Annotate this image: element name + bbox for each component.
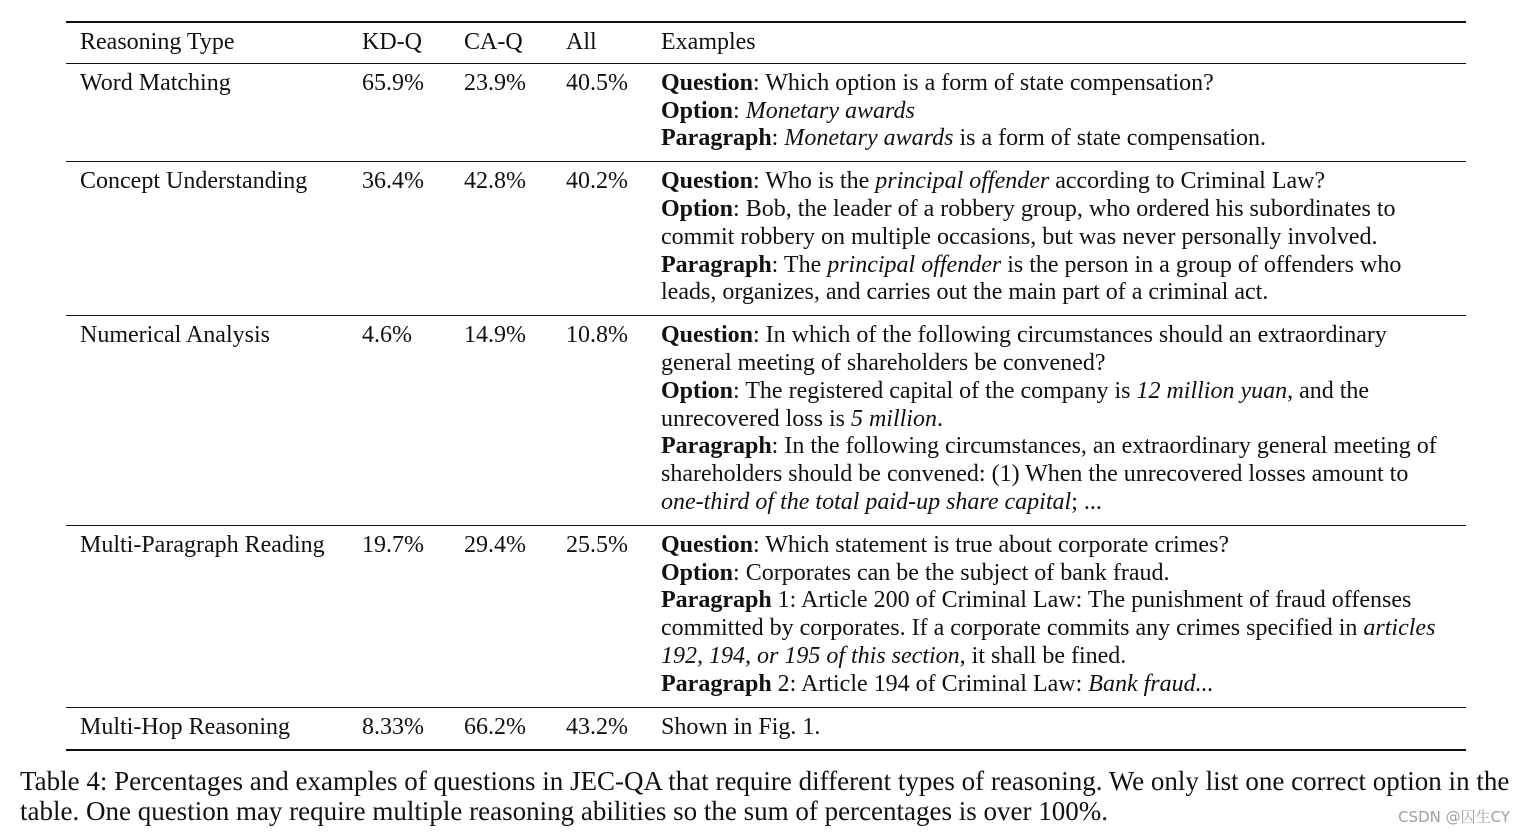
- example-option: [661, 98, 1452, 126]
- row-kd-value: 19.7%: [362, 525, 464, 707]
- row-example: Shown in Fig. 1.: [661, 707, 1466, 750]
- question-text: : Which option is a form of state compensation?: [753, 69, 1214, 96]
- row-all-value: 40.5%: [566, 63, 661, 161]
- row-all-value: 25.5%: [566, 525, 661, 707]
- paragraph-separator: :: [771, 125, 785, 152]
- row-ca-value: 29.4%: [464, 525, 566, 707]
- paragraph-text-end: , it shall be fined.: [959, 642, 1127, 669]
- paragraph-text-end: is the person in a group of offenders who leads, organizes, and carries out the main part of a criminal act.: [661, 251, 1402, 306]
- table-header-row: [66, 22, 1466, 63]
- row-all-value: 10.8%: [566, 316, 661, 526]
- example-option: [661, 196, 1452, 252]
- option-label: Option: [661, 559, 734, 586]
- example-option: [661, 378, 1452, 434]
- question-text-end: according to Criminal Law?: [1049, 168, 1326, 195]
- row-ca-value: 66.2%: [464, 707, 566, 750]
- table-row: [66, 707, 1466, 750]
- example-question: [661, 70, 1452, 98]
- paragraph-italic-text: articles 192, 194, or 195 of this section: [661, 615, 1436, 669]
- question-label: Question: [661, 322, 754, 349]
- row-all-value: 40.2%: [566, 162, 661, 316]
- example-paragraph: [661, 252, 1452, 308]
- question-label: Question: [661, 168, 754, 195]
- row-ca-value: 23.9%: [464, 63, 566, 161]
- paragraph-label: Paragraph: [661, 433, 772, 460]
- paragraph-text: is a form of state compensation.: [953, 125, 1267, 152]
- paragraph-text: : In the following circumstances, an extraordinary general meeting of shareholders should be convened: (1) When the unrecovered losses amount to: [661, 433, 1437, 488]
- example-question: [661, 322, 1452, 378]
- row-kd-value: 4.6%: [362, 316, 464, 526]
- header-all: All: [566, 22, 661, 63]
- option-text-middle: , and the unrecovered loss is: [661, 377, 1370, 432]
- example-paragraph: [661, 125, 1452, 153]
- row-ca-value: 14.9%: [464, 316, 566, 526]
- table-row: [66, 316, 1466, 526]
- question-text: : Which statement is true about corporate crimes?: [753, 531, 1230, 558]
- option-text-end: .: [936, 405, 943, 432]
- option-label: Option: [661, 377, 734, 404]
- example-paragraph-2: [661, 671, 1452, 699]
- row-reasoning-type: Multi-Paragraph Reading: [66, 525, 362, 707]
- watermark: CSDN @囚生CY: [1398, 808, 1510, 826]
- paragraph-italic-text: principal offender: [827, 251, 1002, 278]
- row-kd-value: 65.9%: [362, 63, 464, 161]
- example-option: [661, 560, 1452, 588]
- question-text: : In which of the following circumstances should an extraordinary general meeting of shareholders be convened?: [661, 322, 1387, 376]
- row-kd-value: 36.4%: [362, 162, 464, 316]
- option-label: Option: [661, 97, 734, 124]
- table-caption: Table 4: Percentages and examples of questions in JEC-QA that require different types of reasoning. We only list one correct option in the table. One question may require multiple reasoning abilities so the sum of percentages is over 100%.: [20, 766, 1510, 826]
- reasoning-table: [66, 21, 1466, 751]
- example-question: [661, 168, 1452, 196]
- paragraph-label: Paragraph: [661, 670, 772, 697]
- paragraph-label: Paragraph: [661, 251, 772, 278]
- row-example: [661, 525, 1466, 707]
- option-text: : Bob, the leader of a robbery group, who ordered his subordinates to commit robbery on multiple occasions, but was never personally involved.: [661, 195, 1396, 250]
- option-text: : The registered capital of the company is: [733, 377, 1137, 404]
- paragraph-text: 1: Article 200 of Criminal Law: The punishment of fraud offenses committed by corporates. If a corporate commits any crimes specified in: [661, 587, 1412, 642]
- header-ca-q: CA-Q: [464, 22, 566, 63]
- paragraph-text: : The: [771, 251, 828, 278]
- header-kd-q: KD-Q: [362, 22, 464, 63]
- paragraph-label: Paragraph: [661, 587, 772, 614]
- paragraph-italic-text: Bank fraud...: [1088, 670, 1214, 697]
- paragraph-text: 2: Article 194 of Criminal Law:: [771, 670, 1089, 697]
- table-row: [66, 63, 1466, 161]
- header-reasoning-type: Reasoning Type: [66, 22, 362, 63]
- question-text: : Who is the: [753, 168, 876, 195]
- paragraph-italic-text: Monetary awards: [784, 125, 954, 152]
- header-examples: Examples: [661, 22, 1466, 63]
- row-example: [661, 63, 1466, 161]
- paragraph-label: Paragraph: [661, 125, 772, 152]
- example-question: [661, 532, 1452, 560]
- option-label: Option: [661, 195, 734, 222]
- row-reasoning-type: Numerical Analysis: [66, 316, 362, 526]
- row-example: [661, 162, 1466, 316]
- row-reasoning-type: Multi-Hop Reasoning: [66, 707, 362, 750]
- row-kd-value: 8.33%: [362, 707, 464, 750]
- question-label: Question: [661, 531, 754, 558]
- row-reasoning-type: Concept Understanding: [66, 162, 362, 316]
- row-reasoning-type: Word Matching: [66, 63, 362, 161]
- question-label: Question: [661, 69, 754, 96]
- table-row: [66, 162, 1466, 316]
- option-italic-loss: 5 million: [850, 405, 937, 432]
- row-all-value: 43.2%: [566, 707, 661, 750]
- reasoning-table-container: [66, 21, 1466, 751]
- paragraph-text-end: ; ...: [1071, 488, 1102, 515]
- option-italic-capital: 12 million yuan: [1136, 377, 1288, 404]
- row-example: [661, 316, 1466, 526]
- example-paragraph-1: [661, 587, 1452, 670]
- example-paragraph: [661, 433, 1452, 516]
- option-italic-text: Monetary awards: [745, 97, 915, 124]
- option-text: : Corporates can be the subject of bank fraud.: [733, 559, 1170, 586]
- row-ca-value: 42.8%: [464, 162, 566, 316]
- paragraph-italic-text: one-third of the total paid-up share capital: [661, 488, 1072, 515]
- question-italic-text: principal offender: [875, 168, 1050, 195]
- option-separator: :: [733, 97, 746, 124]
- table-row: [66, 525, 1466, 707]
